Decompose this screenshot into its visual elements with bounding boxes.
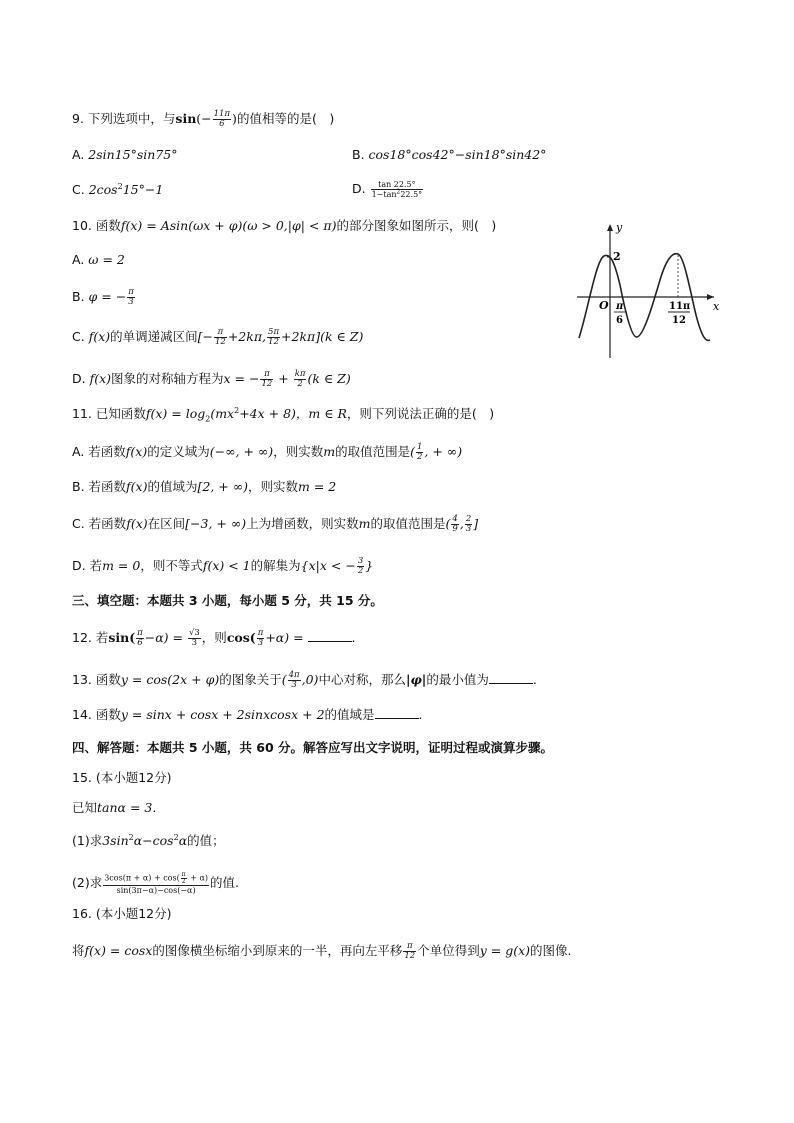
math: ] (473, 516, 479, 531)
math: ( (281, 672, 287, 687)
q10-function: f(x) = Asin(ωx + φ)(ω > 0,|φ| < π) (120, 218, 337, 233)
frac-num: 4π (288, 670, 300, 680)
math: α−cos (133, 833, 174, 848)
text: 13. 函数 (72, 672, 121, 687)
frac-den: 2 (297, 379, 303, 389)
math: [− (197, 329, 213, 344)
answer-blank[interactable] (308, 631, 352, 642)
nested-fraction (181, 872, 187, 885)
tick-11pi12-den: 12 (672, 315, 686, 326)
q13 (72, 671, 537, 690)
math: m (323, 444, 336, 459)
math: ( (445, 516, 451, 531)
text: 的图像横坐标缩小到原来的一半，再向左平移 (152, 943, 403, 958)
math: m = 2 (298, 479, 337, 494)
math: +2kπ](k ∈ Z) (281, 329, 364, 344)
q10-option-b-math: φ = − (88, 289, 127, 304)
text: 将 (72, 943, 85, 958)
math: f(x) (88, 329, 111, 344)
frac-num: π (214, 328, 227, 338)
q9-option-c-text: 2cos (88, 182, 118, 197)
text: ，则实数 (273, 444, 324, 459)
text: (1)求 (72, 833, 103, 848)
tick-pi6-num: π (616, 301, 624, 312)
q9-option-b[interactable] (352, 147, 546, 163)
text: 11. 已知函数 (72, 406, 146, 421)
q11-option-c[interactable] (72, 515, 478, 534)
text: 的取值范围是 (335, 444, 411, 459)
text: 14. 函数 (72, 707, 121, 722)
math: f(x) = cosx (84, 943, 153, 958)
fraction (403, 942, 416, 961)
fraction (127, 288, 135, 307)
text: 的图象关于 (219, 672, 282, 687)
option-label: A. (72, 252, 89, 267)
text: ，则实数 (248, 479, 299, 494)
q9-paren: (− (196, 111, 212, 126)
text: 在区间 (147, 516, 186, 531)
math: f(x) (125, 444, 148, 459)
q15-heading: 15. (本小题12分) (72, 770, 172, 785)
fraction (357, 557, 364, 576)
superscript: 2 (173, 832, 179, 842)
frac-num: π (257, 628, 264, 638)
frac-den (371, 190, 424, 199)
q9-option-d-fraction (371, 180, 424, 199)
frac-num: π (181, 871, 186, 878)
frac-num (103, 872, 209, 886)
frac-den-b: 22.5° (400, 190, 423, 199)
frac-den: 2 (416, 452, 423, 462)
text: 的值. (209, 875, 239, 890)
math: (mx (210, 406, 235, 421)
frac-num: π (260, 370, 273, 380)
math: |φ| (405, 672, 427, 687)
q9-frac-den: 6 (219, 119, 225, 129)
q9-option-c[interactable] (72, 182, 163, 198)
frac-num: 2 (465, 514, 472, 524)
fraction (294, 370, 307, 389)
q11-option-a[interactable] (72, 443, 462, 462)
q11-option-d[interactable] (72, 557, 373, 576)
math: sin( (108, 630, 136, 645)
math: y = g(x) (479, 943, 531, 958)
text: ，则不等式 (140, 558, 203, 573)
frac-num: 4 (452, 514, 458, 524)
text: . (532, 672, 537, 687)
q9-sin: sin (175, 111, 197, 126)
q16-text (72, 942, 572, 961)
text: 的图像. (530, 943, 572, 958)
math: 3sin (102, 833, 129, 848)
frac-num: 5π (268, 327, 280, 337)
math: +2kπ, (227, 329, 267, 344)
section-three-heading: 三、填空题：本题共 3 小题，每小题 5 分，共 15 分。 (72, 593, 383, 608)
q11-stem (72, 406, 494, 422)
fraction (188, 629, 201, 648)
text: (2)求 (72, 875, 103, 890)
frac-den: 9 (452, 524, 458, 534)
sine-graph (574, 220, 724, 362)
y-axis-arrow (607, 224, 613, 231)
math: } (365, 558, 374, 573)
text: ，则下列说法正确的是( ) (346, 406, 495, 421)
q10-stem (72, 218, 496, 234)
superscript: 2 (128, 832, 134, 842)
math: y = cos(2x + φ) (120, 672, 220, 687)
q9-option-a-text: 2sin15°sin75° (88, 147, 178, 162)
option-label: B. (352, 147, 369, 162)
frac-num-b: + α) (187, 873, 208, 883)
math: x = − (223, 371, 260, 386)
math: [−3, + ∞) (185, 516, 247, 531)
fraction (257, 629, 265, 648)
math: α (178, 833, 188, 848)
math: {x|x < − (300, 558, 356, 573)
answer-blank[interactable] (375, 708, 419, 719)
math: tanα = 3 (97, 800, 153, 815)
q10-option-c[interactable] (72, 328, 363, 347)
frac-den: 2 (357, 566, 364, 576)
frac-num: kπ (294, 369, 306, 379)
math: m = 0 (102, 558, 141, 573)
math: ,0) (301, 672, 319, 687)
text: 的单调递减区间 (110, 329, 198, 344)
frac-num: π (137, 628, 143, 638)
frac-den: 3 (465, 524, 472, 534)
q9-option-d[interactable] (352, 180, 424, 199)
text: B. 若函数 (72, 479, 127, 494)
text: D. 若 (72, 558, 103, 573)
text: 的解集为 (250, 558, 301, 573)
math: f(x) = log (145, 406, 206, 421)
q10-option-a-math: ω = 2 (88, 252, 125, 267)
q14 (72, 707, 423, 723)
option-label: C. (72, 329, 89, 344)
fraction (451, 515, 458, 534)
fraction (288, 671, 301, 690)
text: 中心对称，那么 (318, 672, 406, 687)
math: , + ∞) (424, 444, 463, 459)
text: 的值域为 (147, 479, 198, 494)
frac-num: π (128, 287, 134, 297)
q15-fraction (103, 872, 209, 895)
option-label: D. (352, 181, 370, 196)
math: m (358, 516, 371, 531)
math: [2, + ∞) (197, 479, 248, 494)
text: 的值； (187, 833, 225, 848)
frac-den: 6 (137, 638, 143, 648)
frac-den-a: 1−tan (371, 190, 397, 199)
math: f(x) (89, 371, 112, 386)
q9-stem (72, 110, 334, 129)
math: , (459, 516, 464, 531)
frac-den: sin(3π−α)−cos(−α) (116, 886, 196, 895)
q10-option-b[interactable] (72, 288, 136, 307)
frac-num: 1 (416, 442, 423, 452)
math: + (274, 371, 293, 386)
frac-den: 3 (291, 680, 297, 690)
frac-num: √3 (188, 628, 200, 638)
fraction (465, 515, 472, 534)
text: 12. 若 (72, 630, 109, 645)
frac-den: 3 (191, 638, 198, 648)
text: . (418, 707, 423, 722)
text: C. 若函数 (72, 516, 127, 531)
q9-option-c-text2: 15°−1 (122, 182, 164, 197)
frac-den: 2 (181, 878, 186, 885)
option-label: C. (72, 182, 89, 197)
q9-stem-end: 的值相等的是( ) (236, 111, 335, 126)
frac-num: π (403, 942, 416, 952)
answer-blank[interactable] (489, 673, 533, 684)
q9-option-b-text: cos18°cos42°−sin18°sin42° (368, 147, 547, 162)
superscript: 2 (234, 405, 240, 415)
x-axis-label: x (713, 300, 720, 313)
math: (−∞, + ∞) (209, 444, 274, 459)
text: A. 若函数 (72, 444, 126, 459)
tick-pi6-den: 6 (616, 315, 623, 326)
text: 的取值范围是 (370, 516, 446, 531)
math: −α) = (144, 630, 187, 645)
superscript: 2 (396, 188, 401, 196)
text: 个单位得到 (417, 943, 480, 958)
subscript: 2 (205, 414, 211, 424)
frac-num: 3 (357, 556, 364, 566)
option-label: D. (72, 371, 90, 386)
math: f(x) (126, 516, 148, 531)
q9-frac-num: 11π (213, 109, 231, 119)
q9-option-a[interactable] (72, 147, 177, 163)
math: ( (410, 444, 415, 459)
q10-stem-end: 的部分图象如图所示，则( ) (336, 218, 497, 233)
frac-den: 12 (404, 951, 416, 961)
text: . (152, 800, 157, 815)
text: 的最小值为 (426, 672, 489, 687)
math: +4x + 8)，m ∈ R (239, 406, 347, 421)
q10-stem-text: 10. 函数 (72, 218, 121, 233)
frac-den: 12 (268, 337, 279, 347)
math: y = sinx + cosx + 2sinxcosx + 2 (120, 707, 325, 722)
q10-option-a[interactable] (72, 252, 125, 268)
fraction (214, 328, 227, 347)
option-label: B. (72, 289, 89, 304)
frac-den: 3 (128, 297, 134, 307)
text: 图象的对称轴方程为 (111, 371, 224, 386)
math: f(x) < 1 (202, 558, 251, 573)
option-label: A. (72, 147, 89, 162)
q16-heading: 16. (本小题12分) (72, 906, 172, 921)
origin-label: O (599, 299, 609, 312)
q15-part1 (72, 833, 225, 849)
text: 上为增函数，则实数 (246, 516, 359, 531)
frac-den: 12 (261, 379, 273, 389)
fraction (416, 443, 423, 462)
y-axis-label: y (616, 221, 623, 234)
q9-close: ) (232, 111, 237, 126)
q11-option-b[interactable] (72, 479, 336, 495)
frac-num: tan 22.5° (371, 180, 424, 190)
q10-option-d[interactable] (72, 370, 351, 389)
tick-11pi12-num: 11π (669, 301, 691, 312)
math: cos( (226, 630, 256, 645)
text: ，则 (201, 630, 227, 645)
frac-den: 3 (257, 638, 264, 648)
math: (k ∈ Z) (307, 371, 351, 386)
amplitude-label: 2 (613, 250, 621, 263)
frac-num-a: 3cos(π + α) + cos( (104, 873, 180, 883)
section-four-heading: 四、解答题：本题共 5 小题，共 60 分。解答应写出文字说明，证明过程或演算步骤。 (72, 740, 554, 755)
superscript: 2 (117, 181, 123, 191)
fraction (260, 370, 273, 389)
q15-part2 (72, 872, 239, 895)
fraction (136, 629, 144, 648)
math: +α) = (265, 630, 308, 645)
q15-given (72, 800, 156, 816)
q9-stem-text: 9. 下列选项中，与 (72, 111, 176, 126)
text: . (351, 630, 356, 645)
fraction (267, 328, 280, 347)
q12 (72, 629, 356, 648)
text: 已知 (72, 800, 98, 815)
frac-den: 12 (215, 337, 226, 347)
text: 的定义域为 (147, 444, 210, 459)
q9-fraction (213, 110, 231, 129)
math: f(x) (126, 479, 148, 494)
text: 的值域是 (324, 707, 375, 722)
